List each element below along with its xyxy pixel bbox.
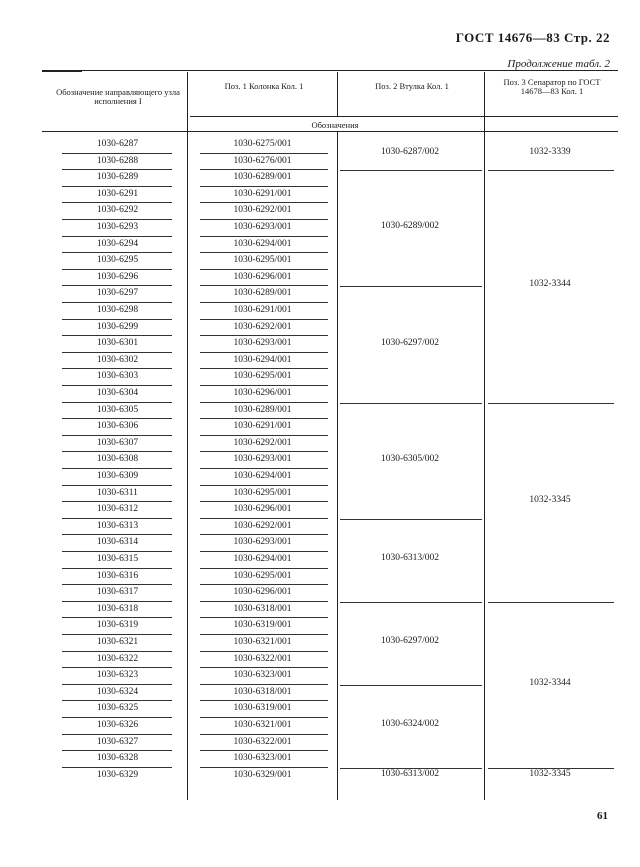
- table-row: [0, 751, 640, 768]
- column-designation: 1030-6292/001: [233, 520, 292, 531]
- column-designation: 1030-6292/001: [233, 205, 292, 216]
- column-header-separator: Поз. 3 Сепаратор по ГОСТ 14678—83 Кол. 1: [503, 77, 601, 96]
- column-designation: 1030-6319/001: [233, 703, 292, 714]
- table-row: [0, 635, 640, 652]
- bushing-designation: 1030-6287/002: [380, 146, 440, 157]
- bushing-designation: 1030-6324/002: [380, 719, 440, 730]
- table-row: [0, 469, 640, 486]
- table-row: [0, 403, 640, 420]
- column-designation: 1030-6291/001: [233, 188, 292, 199]
- assembly-designation: 1030-6321: [96, 637, 139, 647]
- assembly-designation: 1030-6304: [96, 388, 139, 398]
- assembly-designation: 1030-6308: [96, 454, 139, 465]
- separator-designation: 1032-3345: [529, 495, 571, 506]
- column-designation: 1030-6295/001: [233, 255, 292, 266]
- column-designation: 1030-6321/001: [233, 720, 292, 730]
- column-designation: 1030-6292/001: [233, 437, 292, 448]
- group-separator: [340, 519, 482, 520]
- column-designation: 1030-6323/001: [233, 670, 292, 681]
- table-row: [0, 519, 640, 536]
- table-row: [0, 320, 640, 337]
- bushing-designation: 1030-6313/002: [380, 553, 440, 564]
- column-header-bushing: Поз. 2 Втулка Кол. 1: [375, 81, 449, 91]
- column-designation: 1030-6275/001: [233, 139, 292, 149]
- table-row: [0, 303, 640, 320]
- column-designation: 1030-6294/001: [233, 554, 292, 564]
- column-designation: 1030-6292/001: [233, 321, 292, 332]
- assembly-designation: 1030-6297: [96, 288, 139, 299]
- table-row: [0, 652, 640, 669]
- assembly-designation: 1030-6303: [96, 371, 139, 382]
- table-continuation-label: Продолжение табл. 2: [507, 58, 610, 70]
- column-designation: 1030-6295/001: [233, 487, 292, 498]
- group-separator: [340, 286, 482, 287]
- table-row: [0, 718, 640, 735]
- table-row: [0, 419, 640, 436]
- column-designation: 1030-6322/001: [233, 736, 292, 747]
- assembly-designation: 1030-6299: [96, 321, 139, 332]
- section-rule-top: [190, 116, 618, 117]
- column-designation: 1030-6276/001: [233, 155, 292, 166]
- bushing-designation: 1030-6297/002: [380, 337, 440, 348]
- table-row: [0, 701, 640, 718]
- table-row: [0, 353, 640, 370]
- bushing-designation: 1030-6305/002: [380, 453, 440, 464]
- assembly-designation: 1030-6324: [96, 686, 139, 697]
- table-row: [0, 452, 640, 469]
- bushing-designation: 1030-6313/002: [380, 769, 440, 780]
- section-label: Обозначения: [311, 120, 359, 130]
- group-separator: [488, 170, 614, 171]
- table-top-border-thick: [42, 71, 82, 72]
- assembly-designation: 1030-6312: [96, 504, 139, 515]
- column-designation: 1030-6323/001: [233, 753, 292, 764]
- assembly-designation: 1030-6291: [96, 188, 139, 199]
- table-row: [0, 187, 640, 204]
- column-designation: 1030-6296/001: [233, 388, 292, 398]
- group-separator: [340, 170, 482, 171]
- bushing-designation: 1030-6297/002: [380, 636, 440, 647]
- column-header-assembly: Обозначение направляющего узла исполнения I: [56, 87, 180, 106]
- assembly-designation: 1030-6288: [96, 155, 139, 166]
- assembly-designation: 1030-6306: [96, 421, 139, 432]
- assembly-designation: 1030-6289: [96, 172, 139, 183]
- table-row: [0, 369, 640, 386]
- column-designation: 1030-6322/001: [233, 653, 292, 664]
- group-separator: [340, 403, 482, 404]
- assembly-designation: 1030-6309: [96, 471, 139, 481]
- assembly-designation: 1030-6317: [96, 587, 139, 598]
- assembly-designation: 1030-6315: [96, 554, 139, 564]
- assembly-designation: 1030-6293: [96, 222, 139, 232]
- assembly-designation: 1030-6323: [96, 670, 139, 681]
- assembly-designation: 1030-6313: [96, 520, 139, 531]
- table-row: [0, 585, 640, 602]
- table-row: [0, 237, 640, 254]
- table-row: [0, 618, 640, 635]
- assembly-designation: 1030-6327: [96, 736, 139, 747]
- assembly-designation: 1030-6287: [96, 139, 139, 149]
- assembly-designation: 1030-6314: [96, 537, 139, 548]
- page-header: ГОСТ 14676—83 Стр. 22: [455, 30, 610, 45]
- table-row: [0, 436, 640, 453]
- column-designation: 1030-6319/001: [233, 620, 292, 631]
- column-designation: 1030-6293/001: [233, 338, 292, 349]
- assembly-designation: 1030-6307: [96, 437, 139, 448]
- table-row: [0, 253, 640, 270]
- column-designation: 1030-6289/001: [233, 288, 292, 299]
- column-designation: 1030-6295/001: [233, 371, 292, 382]
- column-designation: 1030-6296/001: [233, 271, 292, 282]
- assembly-designation: 1030-6311: [97, 487, 138, 498]
- assembly-designation: 1030-6322: [96, 653, 139, 664]
- assembly-designation: 1030-6329: [96, 769, 139, 780]
- table-row: [0, 535, 640, 552]
- column-designation: 1030-6296/001: [233, 587, 292, 598]
- assembly-designation: 1030-6328: [96, 753, 139, 764]
- column-designation: 1030-6318/001: [233, 686, 292, 697]
- assembly-designation: 1030-6318: [96, 603, 139, 614]
- column-designation: 1030-6293/001: [233, 454, 292, 465]
- table-top-border: [42, 70, 618, 71]
- assembly-designation: 1030-6294: [96, 238, 139, 249]
- assembly-designation: 1030-6316: [96, 570, 139, 581]
- column-designation: 1030-6318/001: [233, 603, 292, 614]
- column-designation: 1030-6289/001: [233, 172, 292, 183]
- separator-designation: 1032-3344: [529, 677, 571, 688]
- separator-designation: 1032-3339: [529, 146, 571, 157]
- group-separator: [488, 403, 614, 404]
- assembly-designation: 1030-6295: [96, 255, 139, 266]
- column-designation: 1030-6291/001: [233, 421, 292, 432]
- group-separator: [488, 602, 614, 603]
- assembly-designation: 1030-6298: [96, 305, 139, 315]
- table-row: [0, 552, 640, 569]
- assembly-designation: 1030-6325: [96, 703, 139, 714]
- header-bottom-border: [42, 131, 618, 132]
- column-header-column: Поз. 1 Колонка Кол. 1: [224, 81, 304, 91]
- column-designation: 1030-6321/001: [233, 637, 292, 647]
- assembly-designation: 1030-6319: [96, 620, 139, 631]
- table-row: [0, 569, 640, 586]
- column-designation: 1030-6296/001: [233, 504, 292, 515]
- column-designation: 1030-6291/001: [233, 305, 292, 315]
- table-row: [0, 220, 640, 237]
- column-designation: 1030-6294/001: [233, 354, 292, 365]
- table-row: [0, 336, 640, 353]
- assembly-designation: 1030-6296: [96, 271, 139, 282]
- group-separator: [340, 602, 482, 603]
- table-row: [0, 170, 640, 187]
- assembly-designation: 1030-6301: [96, 338, 139, 349]
- column-designation: 1030-6294/001: [233, 238, 292, 249]
- table-row: [0, 386, 640, 403]
- column-divider-2-header: [337, 72, 338, 116]
- table-row: [0, 203, 640, 220]
- column-designation: 1030-6293/001: [233, 537, 292, 548]
- column-designation: 1030-6295/001: [233, 570, 292, 581]
- column-designation: 1030-6289/001: [233, 404, 292, 415]
- column-designation: 1030-6294/001: [233, 471, 292, 481]
- assembly-designation: 1030-6302: [96, 354, 139, 365]
- page-number: 61: [597, 810, 608, 822]
- separator-designation: 1032-3345: [529, 769, 571, 780]
- assembly-designation: 1030-6292: [96, 205, 139, 216]
- table-row: [0, 602, 640, 619]
- table-row: [0, 735, 640, 752]
- column-designation: 1030-6293/001: [233, 222, 292, 232]
- bushing-designation: 1030-6289/002: [380, 221, 440, 232]
- column-designation: 1030-6329/001: [233, 769, 292, 780]
- group-separator: [340, 685, 482, 686]
- assembly-designation: 1030-6305: [96, 404, 139, 415]
- separator-designation: 1032-3344: [529, 279, 571, 290]
- assembly-designation: 1030-6326: [96, 720, 139, 730]
